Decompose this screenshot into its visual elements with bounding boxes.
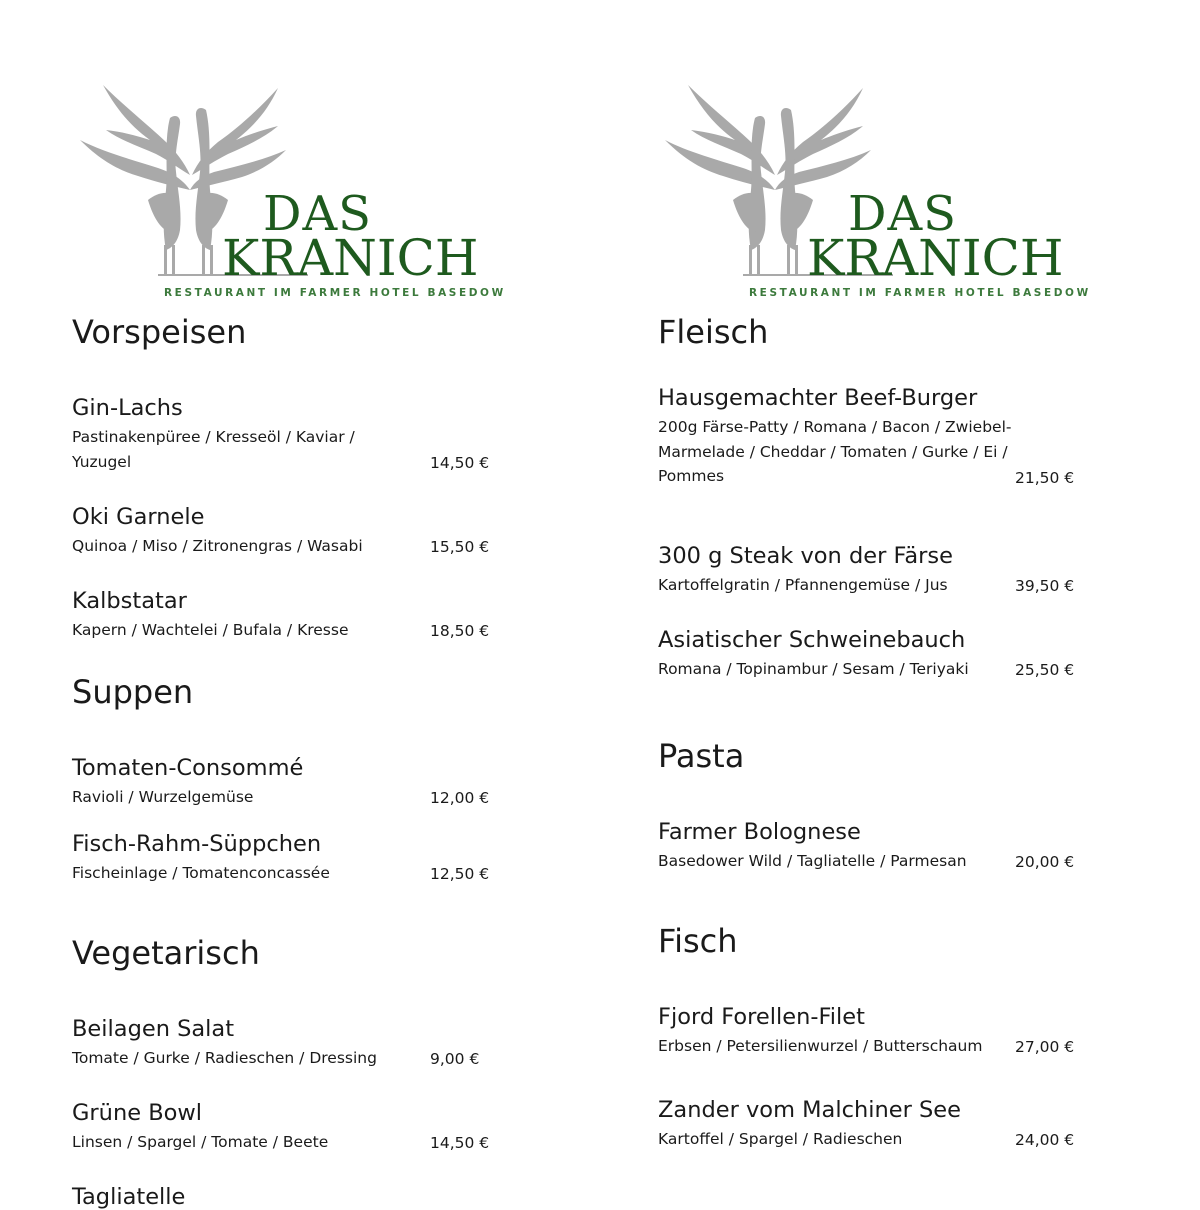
menu-item-name: Oki Garnele [72,504,205,530]
menu-item-description: Quinoa / Miso / Zitronengras / Wasabi [72,537,363,555]
menu-item-price: 14,50 € [430,454,490,472]
menu-item-description: Basedower Wild / Tagliatelle / Parmesan [658,852,967,870]
menu-item-description: Pastinakenpüree / Kresseöl / Kaviar / Yuzugel [72,428,355,471]
menu-item-price: 39,50 € [1015,577,1075,595]
menu-item-description: Tomate / Gurke / Radieschen / Dressing [72,1049,377,1067]
restaurant-logo [78,80,508,305]
restaurant-logo [663,80,1093,305]
section-heading-pasta: Pasta [658,737,745,775]
menu-item-description: 200g Färse-Patty / Romana / Bacon / Zwiebel-Marmelade / Cheddar / Tomaten / Gurke / Ei / Pommes [658,418,1012,485]
menu-item-price: 21,50 € [1015,469,1075,487]
menu-item-name: Grüne Bowl [72,1100,203,1126]
menu-item-price: 12,00 € [430,789,490,807]
menu-item-description: Linsen / Spargel / Tomate / Beete [72,1133,329,1151]
menu-item-price: 18,50 € [430,622,490,640]
menu-item-price: 20,00 € [1015,853,1075,871]
menu-item-price: 24,00 € [1015,1131,1075,1149]
logo-wordmark-kranich: KRANICH [222,229,479,287]
menu-item-description: Fischeinlage / Tomatenconcassée [72,864,330,882]
menu-item-price: 14,50 € [430,1134,490,1152]
section-heading-fisch: Fisch [658,922,738,960]
section-heading-vegetarisch: Vegetarisch [72,934,260,972]
menu-item-name: Fisch-Rahm-Süppchen [72,831,322,857]
logo-wordmark-das: DAS [848,186,958,242]
menu-item-name: Asiatischer Schweinebauch [658,627,966,653]
menu-item-name: Zander vom Malchiner See [658,1097,961,1123]
menu-item-description: Ravioli / Wurzelgemüse [72,788,254,806]
menu-item-description: Erbsen / Petersilienwurzel / Butterschaum [658,1037,983,1055]
menu-item-name: Tomaten-Consommé [72,755,304,781]
menu-item-price: 25,50 € [1015,661,1075,679]
menu-item-description: Romana / Topinambur / Sesam / Teriyaki [658,660,969,678]
section-heading-suppen: Suppen [72,673,194,711]
menu-item-name: Beilagen Salat [72,1016,235,1042]
menu-item-description: Kartoffel / Spargel / Radieschen [658,1130,903,1148]
menu-item-name: Fjord Forellen-Filet [658,1004,865,1030]
menu-item-name: Farmer Bolognese [658,819,861,845]
menu-item-name: Kalbstatar [72,588,187,614]
menu-item-description: Kapern / Wachtelei / Bufala / Kresse [72,621,349,639]
menu-item-description: Kartoffelgratin / Pfannengemüse / Jus [658,576,948,594]
logo-tagline: RESTAURANT IM FARMER HOTEL BASEDOW [749,287,1091,299]
logo-wordmark-kranich: KRANICH [807,229,1064,287]
logo-wordmark-das: DAS [263,186,373,242]
menu-item-name: Hausgemachter Beef-Burger [658,385,978,411]
menu-item-price: 27,00 € [1015,1038,1075,1056]
menu-item-name: 300 g Steak von der Färse [658,543,953,569]
menu-item-price: 15,50 € [430,538,490,556]
menu-item-name: Gin-Lachs [72,395,183,421]
logo-tagline: RESTAURANT IM FARMER HOTEL BASEDOW [164,287,506,299]
section-heading-vorspeisen: Vorspeisen [72,313,247,351]
menu-item-name: Tagliatelle [72,1184,186,1210]
menu-column-right [585,0,1200,1200]
section-heading-fleisch: Fleisch [658,313,769,351]
menu-item-price: 9,00 € [430,1050,480,1068]
menu-item-price: 12,50 € [430,865,490,883]
